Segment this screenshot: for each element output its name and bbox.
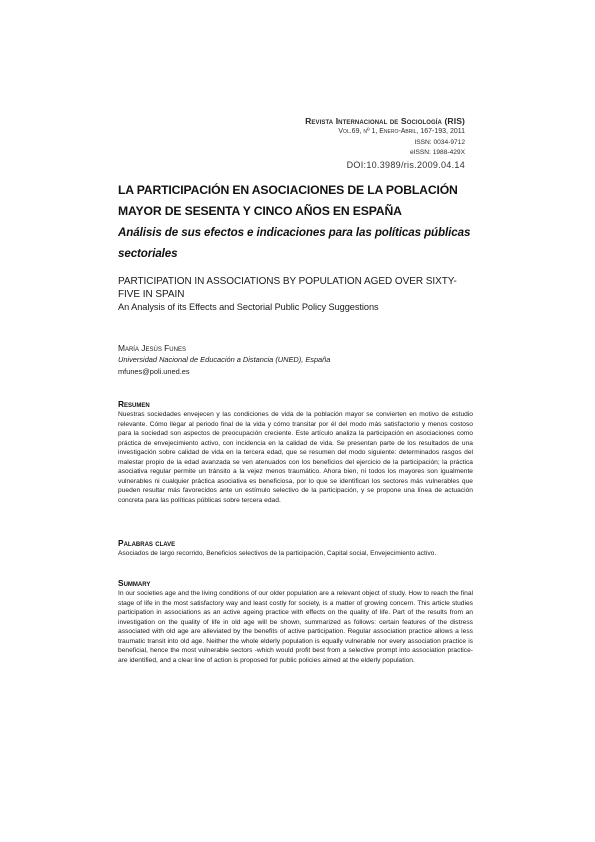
summary-text: In our societies age and the living conditions of our older population are a relevant object of study. How to reach the final stage of life in the most satisfactory way and least costly for society, is a matter of growing concern. This article studies participation in associations as an active ageing practice with effects on the quality of life. Part of the results from an investigation on the quality of life in old age will be shown, summarized as follows: certain features of the distress associated with old age are alleviated by the benefits of active participation. Regular association practice allows a less traumatic transit into old age. Neither the whole elderly population is equally vulnerable nor every association practice is beneficial, hence the most vulnerable sectors -which would profit best from a selective prompt into association practice- are identified, and a clear line of action is proposed for public policies aimed at the elderly population. <box>118 590 473 664</box>
summary-heading: Summary <box>118 578 151 588</box>
summary-section <box>118 578 473 665</box>
article-subtitle-es: Análisis de sus efectos e indicaciones para las políticas públicas sectoriales <box>118 226 471 260</box>
article-title-en: PARTICIPATION IN ASSOCIATIONS BY POPULATION AGED OVER SIXTY-FIVE IN SPAIN <box>118 276 457 300</box>
resumen-heading: Resumen <box>118 399 150 409</box>
resumen-section <box>118 399 473 505</box>
journal-doi: DOI:10.3989/ris.2009.04.14 <box>346 159 465 170</box>
journal-volume: Vol.69, nº 1, Enero-Abril, 167-193, 2011 <box>338 128 465 135</box>
journal-title: Revista Internacional de Sociología (RIS) <box>305 116 465 126</box>
journal-header <box>165 116 465 171</box>
title-block-es <box>118 180 473 264</box>
keywords-heading: Palabras clave <box>118 538 176 548</box>
article-title-es: LA PARTICIPACIÓN EN ASOCIACIONES DE LA POBLACIÓN MAYOR DE SESENTA Y CINCO AÑOS EN ESPAÑA <box>118 183 458 218</box>
author-name: María Jesús Funes <box>118 343 186 353</box>
keywords-text: Asociados de largo recorrido, Beneficios selectivos de la participación, Capital social, Envejecimiento activo. <box>118 550 437 557</box>
resumen-text: Nuestras sociedades envejecen y las condiciones de vida de la población mayor se convierten en motivo de estudio relevante. Cómo llegar al periodo final de la vida y cómo transitar por él del modo más satisfactorio y menos costoso para la sociedad son aspectos de preocupación creciente. Este artículo analiza la participación en asociaciones como práctica de envejecimiento activo, con incidencia en la calidad de vida. Se presentan parte de los resultados de una investigación sobre calidad de vida en la tercera edad, que se resumen del modo siguiente: determinados rasgos del malestar propio de la edad avanzada se ven atenuados con los beneficios del ejercicio de la participación; la práctica asociativa regular permite un tránsito a la vejez menos traumático. Ahora bien, ni todos los mayores son igualmente vulnerables ni cualquier práctica asociativa es beneficiosa, por lo que se identifican los sectores más vulnerables que pueden resultar más favorecidos ante un estímulo selectivo de la participación, y se propone una línea de actuación concreta para las políticas públicas sobre tercera edad. <box>118 411 473 504</box>
author-affiliation: Universidad Nacional de Educación a Distancia (UNED), España <box>118 355 331 364</box>
author-block <box>118 342 473 378</box>
journal-eissn: eISSN: 1988-429X <box>410 149 465 157</box>
keywords-section <box>118 538 473 559</box>
author-email[interactable]: mfunes@poli.uned.es <box>118 367 190 376</box>
article-subtitle-en: An Analysis of its Effects and Sectorial Public Policy Suggestions <box>118 302 379 312</box>
title-block-en <box>118 276 473 314</box>
journal-issn: ISSN: 0034-9712 <box>414 138 465 146</box>
